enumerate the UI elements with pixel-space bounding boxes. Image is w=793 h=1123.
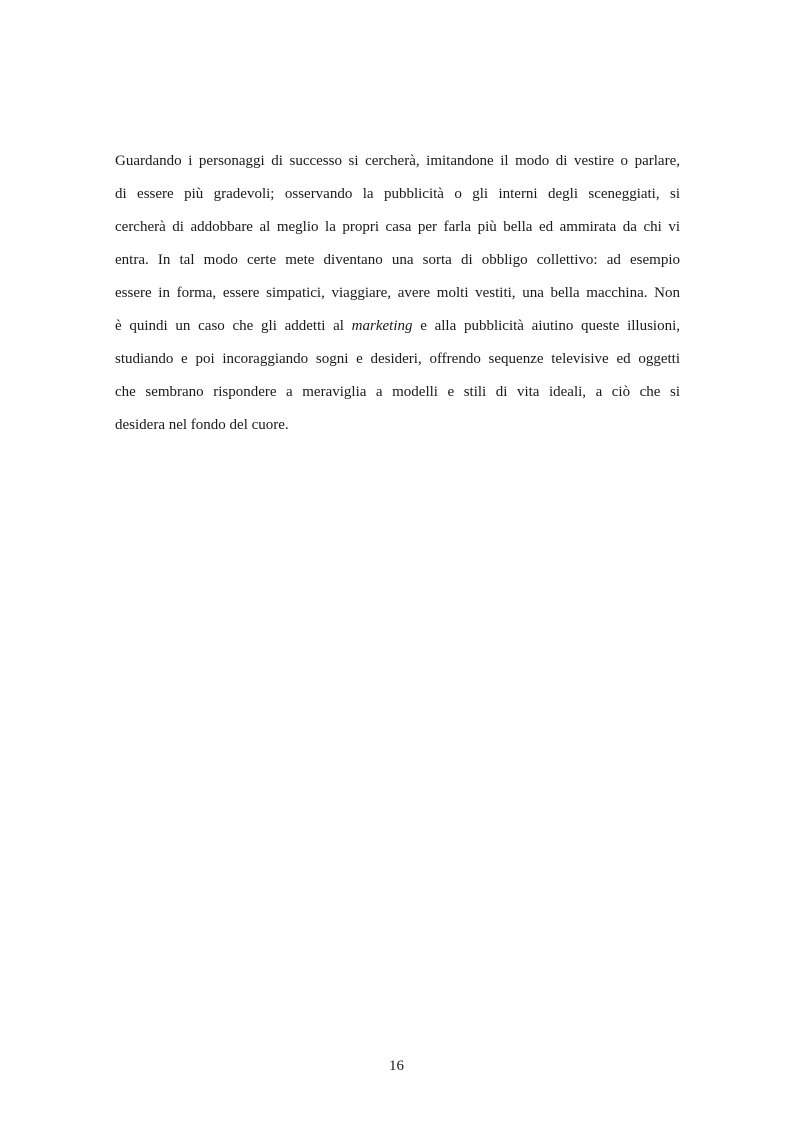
italic-term-marketing: marketing [351,318,413,334]
paragraph-line-4: entra. In tal modo certe mete diventano una sorta di obbligo collettivo: ad esempio [115,252,680,268]
paragraph-line-6 [115,310,680,343]
page-number: 16 [389,1058,404,1074]
paragraph-line-1: Guardando i personaggi di successo si cercherà, imitandone il modo di vestire o parlare, [115,153,680,169]
line-6-text-after: e alla pubblicità aiutino queste illusioni, [412,318,680,334]
paragraph-line-8: che sembrano rispondere a meraviglia a modelli e stili di vita ideali, a ciò che si [115,384,680,400]
paragraph-line-7: studiando e poi incoraggiando sogni e desideri, offrendo sequenze televisive ed oggetti [115,351,680,367]
paragraph-line-9: desidera nel fondo del cuore. [115,417,289,433]
paragraph-line-3: cercherà di addobbare al meglio la propri casa per farla più bella ed ammirata da chi vi [115,219,680,235]
paragraph-line-2: di essere più gradevoli; osservando la pubblicità o gli interni degli sceneggiati, si [115,186,680,202]
paragraph-line-5: essere in forma, essere simpatici, viaggiare, avere molti vestiti, una bella macchina. Non [115,285,680,301]
line-6-text-before: è quindi un caso che gli addetti al [115,318,352,334]
body-paragraph [115,145,680,442]
